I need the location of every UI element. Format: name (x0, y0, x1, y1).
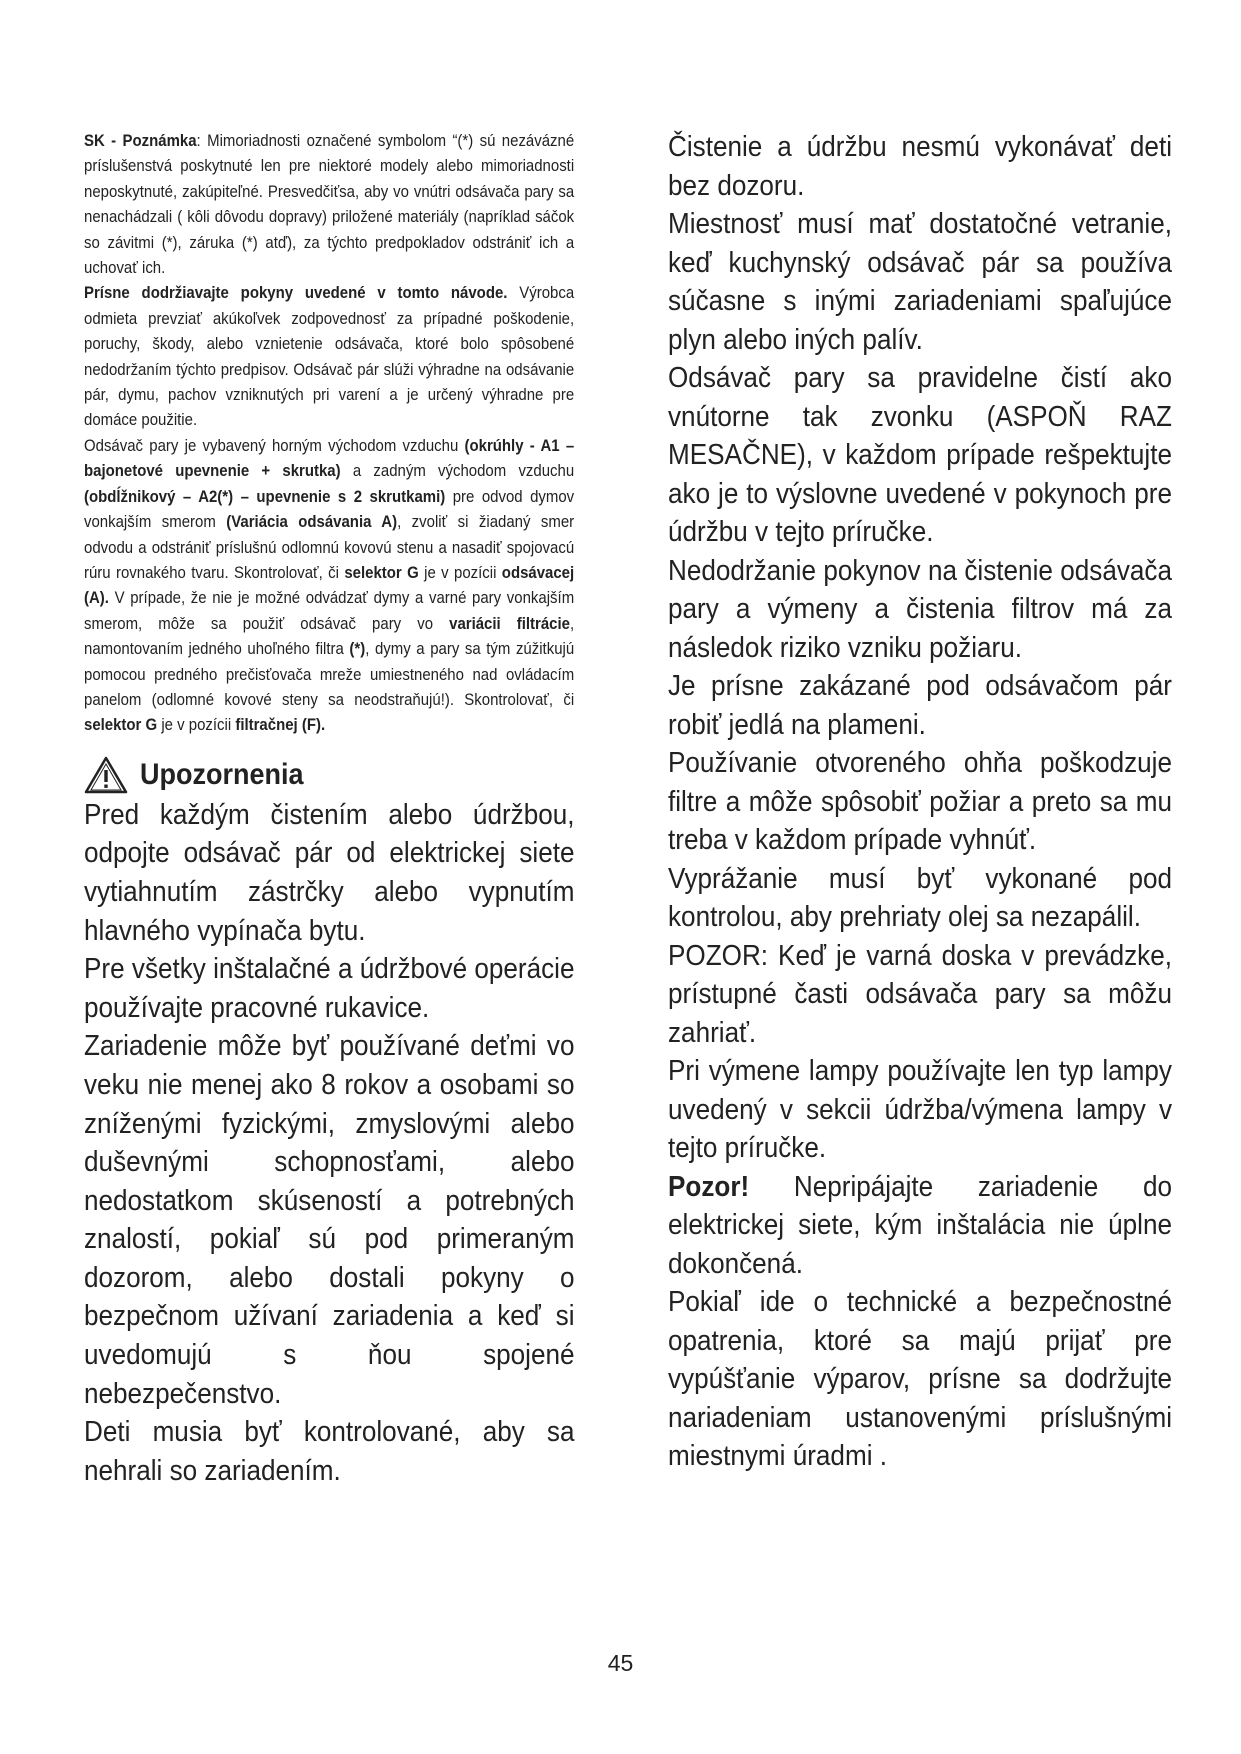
warnings-title: Upozornenia (140, 757, 304, 791)
warning-paragraph: Odsávač pary sa pravidelne čistí ako vnútorne tak zvonku (ASPOŇ RAZ MESAČNE), v každom prípade rešpektujte ako je to výslovne uvedené v pokynoch pre údržbu v tejto príručke. (668, 362, 1172, 548)
note-paragraph-1: SK - Poznámka: Mimoriadnosti označené symbolom “(*) sú nezávázné príslušenstvá poskytnuté len pre niektoré modely alebo mimoriadnosti neposkytnuté, zakúpiteľné. Presvedčiťsa, aby vo vnútri odsávača pary sa nenachádzali ( kôli dôvodu dopravy) priložené materiály (napríklad sáčok so závitmi (*), záruka (*) atď), za týchto predpokladov odstrániť ich a uchovať ich. (84, 131, 575, 278)
warning-paragraph: Pred každým čistením alebo údržbou, odpojte odsávač pár od elektrickej siete vytiahnutím zástrčky alebo vypnutím hlavného vypínača bytu. (84, 798, 575, 947)
note-paragraph-3: Odsávač pary je vybavený horným východom vzduchu (okrúhly - A1 – bajonetové upevnenie + skrutka) a zadným východom vzduchu (obdĺžnikový – A2(*) – upevnenie s 2 skrutkami) pre odvod dymov vonkajším smerom (Variácia odsávania A), zvoliť si žiadaný smer odvodu a odstrániť príslušnú odlomnú kovovú stenu a nasadiť spojovacú rúru rovnakého tvaru. Skontrolovať, či selektor G je v pozícii odsávacej (A). V prípade, že nie je možné odvádzať dymy a varné pary vonkajším smerom, môže sa použiť odsávač pary vo variácii filtrácie, namontovaním jedného uhoľného filtra (*), dymy a pary sa tým zúžitkujú pomocou predného prečisťovača mreže umiestneného nad ovládacím panelom (odlomné kovové steny sa neodstraňujú!). Skontrolovať, či selektor G je v pozícii filtračnej (F). (84, 435, 575, 735)
note-section (84, 128, 574, 738)
warning-paragraph: Deti musia byť kontrolované, aby sa nehrali so zariadením. (84, 1416, 575, 1487)
warning-paragraph: POZOR: Keď je varná doska v prevádzke, prístupné časti odsávača pary sa môžu zahriať. (668, 939, 1172, 1049)
warning-paragraph: Miestnosť musí mať dostatočné vetranie, keď kuchynský odsávač pár sa používa súčasne s inými zariadeniami spaľujúce plyn alebo iných palív. (668, 208, 1172, 356)
warning-paragraph: Pokiaľ ide o technické a bezpečnostné opatrenia, ktoré sa majú prijať pre vypúšťanie výparov, prísne sa dodržujte nariadeniam ustanovenými príslušnými miestnymi úradmi . (668, 1286, 1172, 1472)
warning-paragraph: Je prísne zakázané pod odsávačom pár robiť jedlá na plameni. (668, 670, 1172, 741)
warnings-left-text (84, 796, 575, 1491)
warnings-right-text (668, 128, 1172, 1476)
left-column (84, 128, 574, 1490)
warning-triangle-icon (84, 756, 128, 794)
warning-paragraph: Vyprážanie musí byť vykonané pod kontrolou, aby prehriaty olej sa nezapálil. (668, 862, 1172, 933)
warning-paragraph: Nedodržanie pokynov na čistenie odsávača pary a výmeny a čistenia filtrov má za následok riziko vzniku požiaru. (668, 554, 1172, 664)
warning-paragraph: Používanie otvoreného ohňa poškodzuje filtre a môže spôsobiť požiar a preto sa mu treba v každom prípade vyhnúť. (668, 747, 1172, 856)
warning-paragraph: Pri výmene lampy používajte len typ lampy uvedený v sekcii údržba/výmena lampy v tejto príručke. (668, 1055, 1172, 1164)
note-lead: SK - Poznámka (84, 131, 197, 150)
warnings-heading (84, 756, 574, 794)
note-paragraph-2: Prísne dodržiavajte pokyny uvedené v tomto návode. Výrobca odmieta prevziať akúkoľvek zodpovednosť za prípadné poškodenie, poruchy, škody, alebo vznietenie odsávača, ktoré bolo spôsobené nedodržaním týchto predpisov. Odsávač pár slúži výhradne na odsávanie pár, dymu, pachov vzniknutých pri varení a je určený výhradne pre domáce použitie. (84, 283, 575, 430)
warning-paragraph: Čistenie a údržbu nesmú vykonávať deti bez dozoru. (668, 131, 1172, 202)
warning-paragraph: Pre všetky inštalačné a údržbové operácie používajte pracovné rukavice. (84, 953, 575, 1024)
right-column (668, 128, 1172, 1476)
warning-paragraph: Zariadenie môže byť používané deťmi vo veku nie menej ako 8 rokov a osobami so zníženými fyzickými, zmyslovými alebo duševnými schopnosťami, alebo nedostatkom skúseností a potrebných znalostí, pokiaľ sú pod primeraným dozorom, alebo dostali pokyny o bezpečnom užívaní zariadenia a keď si uvedomujú s ňou spojené nebezpečenstvo. (84, 1030, 575, 1410)
warning-paragraph-pozor: Pozor! Nepripájajte zariadenie do elektrickej siete, kým inštalácia nie úplne dokončená. (668, 1170, 1172, 1280)
page-number: 45 (607, 1650, 634, 1676)
